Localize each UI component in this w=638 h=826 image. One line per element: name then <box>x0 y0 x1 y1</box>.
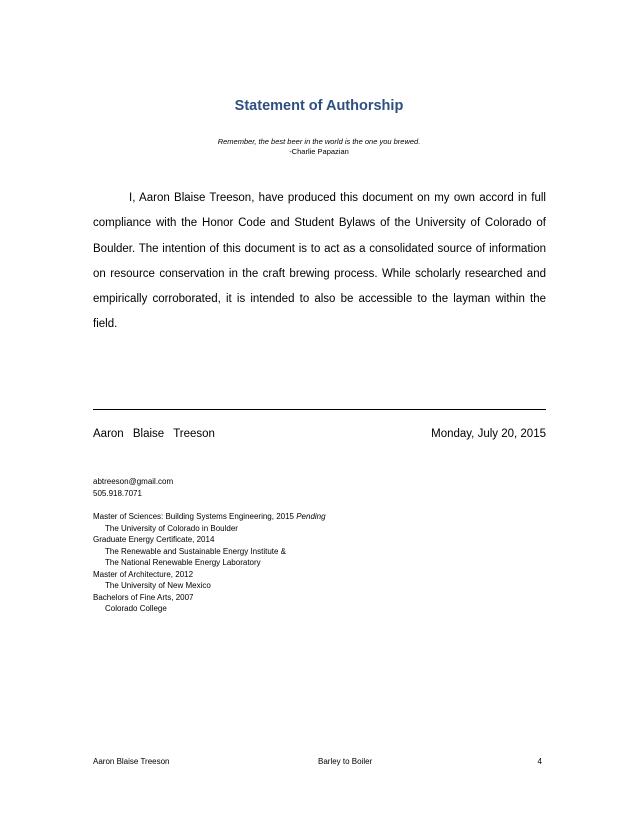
credential-institution: The University of Colorado in Boulder <box>105 523 238 533</box>
signature-line <box>93 409 546 410</box>
credentials-list <box>93 511 326 615</box>
credential-degree: Master of Architecture, 2012 <box>93 569 194 579</box>
contact-email: abtreeson@gmail.com <box>93 477 174 486</box>
credential-institution: Colorado College <box>105 604 167 613</box>
credential-degree: Graduate Energy Certificate, 2014 <box>93 535 215 544</box>
contact-phone: 505.918.7071 <box>93 489 142 498</box>
credential-note: Pending <box>296 512 326 521</box>
statement-text: I, Aaron Blaise Treeson, have produced this document on my own accord in full compliance with the Honor Code and Student Bylaws of the University of Colorado of Boulder. The intention of this document is to act as a consolidated source of information on resource conservation in the craft brewing process. While scholarly researched and empirically corroborated, it is intended to also be accessible to the layman within the field. <box>93 192 546 331</box>
credential-institution: The Renewable and Sustainable Energy Institute & <box>105 546 287 556</box>
footer-doc-title: Barley to Boiler <box>318 757 373 766</box>
epigraph-attribution: -Charlie Papazian <box>289 147 349 156</box>
page-number: 4 <box>537 757 542 766</box>
statement-paragraph <box>93 186 546 338</box>
epigraph-quote: Remember, the best beer in the world is the one you brewed. <box>217 137 421 146</box>
credential-institution: The University of New Mexico <box>105 581 211 590</box>
signature-date: Monday, July 20, 2015 <box>431 428 546 440</box>
credential-degree: Master of Sciences: Building Systems Engineering, 2015 Pending <box>93 512 326 521</box>
page-title: Statement of Authorship <box>234 98 404 114</box>
footer-author: Aaron Blaise Treeson <box>93 757 170 766</box>
signature-name: Aaron Blaise Treeson <box>93 428 215 440</box>
credential-institution: The National Renewable Energy Laboratory <box>105 558 261 567</box>
credential-degree: Bachelors of Fine Arts, 2007 <box>93 592 194 602</box>
